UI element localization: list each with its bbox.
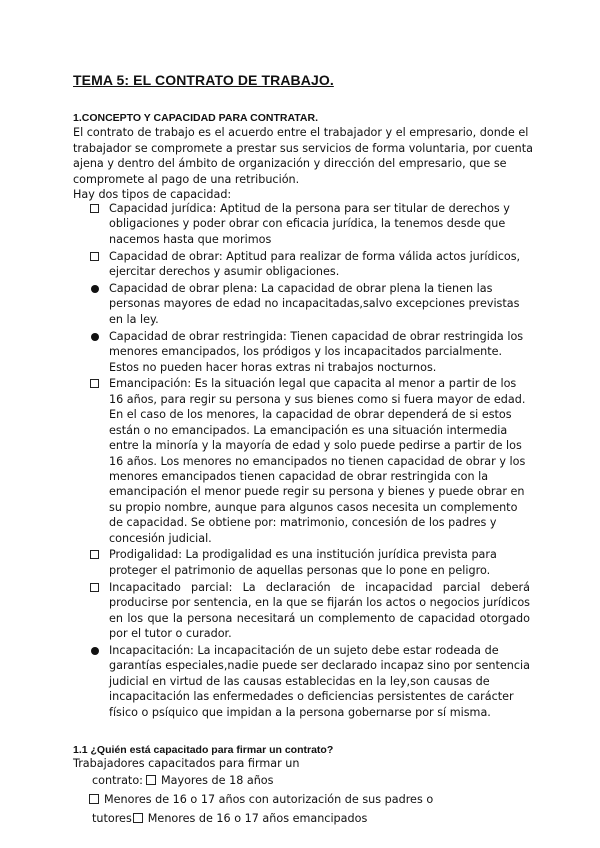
option-16-17-emancipated: Menores de 16 o 17 años emancipados xyxy=(147,812,368,825)
intro-block xyxy=(73,125,533,203)
list-item-text: Capacidad de obrar restringida: Tienen capacidad de obrar restringida los menores emancipados, los pródigos y los incapacitados parcialmente. Estos no pueden hacer horas extras ni trabajos nocturnos. xyxy=(109,329,524,374)
capacity-list xyxy=(90,201,530,721)
list-item xyxy=(90,547,530,578)
checkbox-icon xyxy=(133,813,143,823)
signers-option-row-2 xyxy=(73,790,533,809)
section-heading-1: 1.CONCEPTO Y CAPACIDAD PARA CONTRATAR. xyxy=(73,112,319,124)
bullet-dot-icon xyxy=(91,285,99,293)
list-item-text: Prodigalidad: La prodigalidad es una institución jurídica prevista para proteger el patrimonio de aquellas personas que lo pone en peligro. xyxy=(109,548,497,577)
intro-paragraph: El contrato de trabajo es el acuerdo entre el trabajador y el empresario, donde el trabajador se compromete a prestar sus servicios de forma voluntaria, por cuenta ajena y dentro del ámbito de organización y dirección del empresario, que se compromete al pago de una retribución. xyxy=(73,126,534,186)
contract-label: contrato: xyxy=(92,774,143,787)
list-item xyxy=(90,376,530,545)
list-item xyxy=(90,281,530,327)
option-over-18: Mayores de 18 años xyxy=(160,774,274,787)
option-16-17-authorized: Menores de 16 o 17 años con autorización de sus padres o xyxy=(104,793,434,806)
tutors-label: tutores xyxy=(92,812,132,825)
checkbox-icon xyxy=(90,583,99,592)
types-label: Hay dos tipos de capacidad: xyxy=(73,188,232,201)
section-heading-1-1: 1.1 ¿Quién está capacitado para firmar un contrato? xyxy=(73,744,334,756)
checkbox-icon xyxy=(90,204,99,213)
bullet-dot-icon xyxy=(91,647,99,655)
capacity-signers xyxy=(73,757,533,828)
list-item-text: Capacidad de obrar plena: La capacidad de obrar plena la tienen las personas mayores de edad no incapacitadas,salvo excepciones previstas en la ley. xyxy=(109,282,520,326)
list-item-text: Incapacitación: La incapacitación de un sujeto debe estar rodeada de garantías especiales,nadie puede ser declarado incapaz sino por sentencia judicial en virtud de las causas establecidas en la ley,son causas de incapacitación las enfermedades o deficiencias persistentes de carácter físico o psíquico que impidan a la persona gobernarse por sí misma. xyxy=(109,643,530,719)
list-item-text: Emancipación: Es la situación legal que capacita al menor a partir de los 16 años, para regir su persona y sus bienes como si fuera mayor de edad. En el caso de los menores, la capacidad de obrar dependerá de si estos están o no emancipados. La emancipación es una situación intermedia entre la minoría y la mayoría de edad y solo puede pedirse a partir de los 16 años. Los menores no emancipados no tienen capacidad de obrar y los menores emancipados tienen capacidad de obrar restringida con la emancipación el menor puede regir su persona y bienes y puede obrar en su propio nombre, aunque para algunos casos necesita un complemento de capacidad. Se obtiene por: matrimonio, concesión de los padres y concesión judicial. xyxy=(109,377,526,545)
bullet-dot-icon xyxy=(91,333,99,341)
list-item xyxy=(90,201,530,247)
page-title: TEMA 5: EL CONTRATO DE TRABAJO. xyxy=(73,72,334,88)
list-item xyxy=(90,329,530,375)
list-item xyxy=(90,643,530,720)
list-item xyxy=(90,580,530,642)
signers-intro: Trabajadores capacitados para firmar un xyxy=(73,757,300,770)
list-item-text: Incapacitado parcial: La declaración de incapacidad parcial deberá producirse por sentencia, en la que se fijarán los actos o negocios jurídicos en los que la persona necesitará un complemento de capacidad otorgado por el tutor o curador. xyxy=(109,580,530,640)
signers-option-row-3 xyxy=(73,809,533,828)
list-item-text: Capacidad de obrar: Aptitud para realizar de forma válida actos jurídicos, ejercitar derechos y asumir obligaciones. xyxy=(109,249,521,279)
checkbox-icon xyxy=(90,252,99,261)
list-item-text: Capacidad jurídica: Aptitud de la persona para ser titular de derechos y obligaciones y poder obrar con eficacia jurídica, la tenemos desde que nacemos hasta que morimos xyxy=(109,202,510,246)
checkbox-icon xyxy=(90,379,99,388)
checkbox-icon xyxy=(146,775,156,785)
checkbox-icon xyxy=(89,794,99,804)
list-item xyxy=(90,249,530,280)
signers-option-row-1 xyxy=(73,771,533,790)
checkbox-icon xyxy=(90,550,99,559)
